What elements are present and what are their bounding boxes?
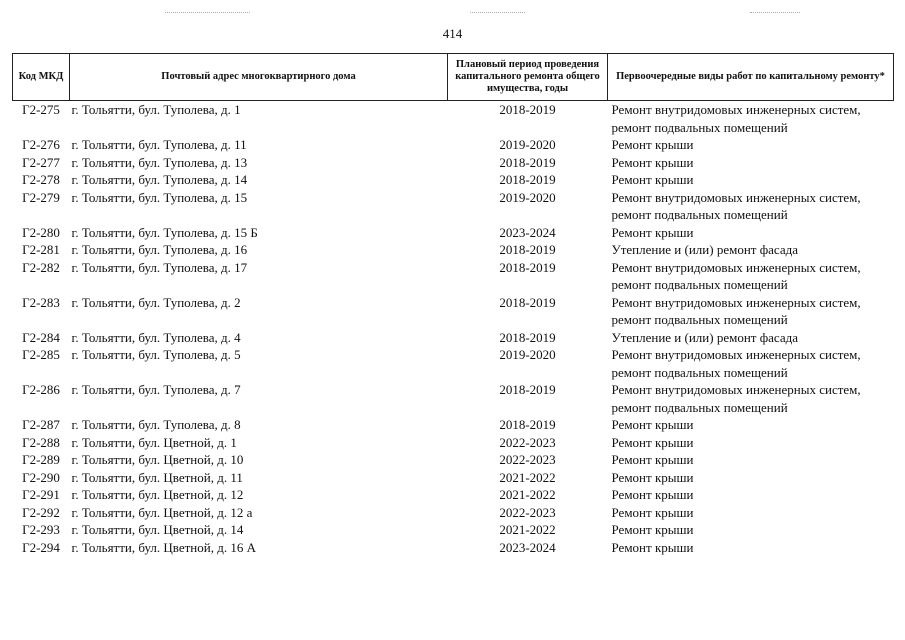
cell-works: Ремонт крыши [611, 539, 694, 555]
cell-code: Г2-291 [22, 487, 60, 502]
cell-code: Г2-286 [22, 382, 60, 397]
cell-address: г. Тольятти, бул. Туполева, д. 7 [71, 382, 241, 397]
cell-period: 2018-2019 [499, 329, 556, 345]
cell-address: г. Тольятти, бул. Туполева, д. 14 [71, 172, 248, 187]
cell-code: Г2-277 [22, 154, 60, 170]
cell-works: Ремонт внутридомовых инженерных систем, ремонт подвальных помещений [611, 102, 861, 135]
cell-works: Ремонт внутридомовых инженерных систем, ремонт подвальных помещений [611, 382, 861, 415]
cell-code: Г2-292 [22, 504, 60, 520]
cell-code: Г2-280 [22, 224, 60, 240]
cell-period: 2023-2024 [499, 539, 556, 555]
cell-period: 2019-2020 [499, 137, 556, 152]
cell-code: Г2-288 [22, 434, 60, 450]
table-row [13, 259, 894, 294]
table-header-row [13, 54, 894, 101]
cell-period: 2023-2024 [499, 224, 556, 240]
cell-address: г. Тольятти, бул. Туполева, д. 4 [71, 329, 241, 345]
capital-repair-table [12, 53, 894, 556]
cell-works: Ремонт крыши [611, 434, 694, 450]
table-row [13, 241, 894, 259]
cell-address: г. Тольятти, бул. Цветной, д. 16 А [71, 539, 256, 555]
cell-code: Г2-289 [22, 452, 60, 467]
table-row [13, 171, 894, 189]
cell-works: Ремонт крыши [611, 522, 694, 537]
cell-address: г. Тольятти, бул. Цветной, д. 11 [71, 469, 243, 485]
table-row [13, 451, 894, 469]
table-row [13, 154, 894, 172]
cell-code: Г2-276 [22, 137, 60, 152]
cell-code: Г2-285 [22, 347, 60, 362]
table-row [13, 416, 894, 434]
scan-artifact [470, 12, 525, 14]
cell-period: 2021-2022 [499, 469, 556, 485]
table-row [13, 101, 894, 137]
cell-period: 2018-2019 [499, 294, 556, 310]
cell-code: Г2-281 [22, 242, 60, 257]
cell-address: г. Тольятти, бул. Туполева, д. 15 Б [71, 224, 258, 240]
cell-address: г. Тольятти, бул. Цветной, д. 12 [71, 487, 244, 502]
table-row [13, 486, 894, 504]
cell-works: Утепление и (или) ремонт фасада [611, 242, 798, 257]
cell-code: Г2-293 [22, 522, 60, 537]
cell-period: 2018-2019 [499, 417, 556, 432]
cell-works: Ремонт крыши [611, 452, 694, 467]
table-row [13, 329, 894, 347]
cell-period: 2021-2022 [499, 487, 556, 502]
cell-address: г. Тольятти, бул. Туполева, д. 5 [71, 347, 241, 362]
cell-address: г. Тольятти, бул. Туполева, д. 17 [71, 259, 248, 275]
cell-works: Ремонт крыши [611, 137, 694, 152]
cell-address: г. Тольятти, бул. Туполева, д. 2 [71, 294, 241, 310]
cell-code: Г2-290 [22, 469, 60, 485]
cell-address: г. Тольятти, бул. Туполева, д. 16 [71, 242, 248, 257]
cell-works: Ремонт внутридомовых инженерных систем, ремонт подвальных помещений [611, 294, 861, 327]
table-body [13, 101, 894, 557]
cell-period: 2018-2019 [499, 102, 556, 117]
cell-code: Г2-284 [22, 329, 60, 345]
table-row [13, 189, 894, 224]
cell-works: Ремонт внутридомовых инженерных систем, ремонт подвальных помещений [611, 259, 861, 292]
table-row [13, 346, 894, 381]
table-row [13, 504, 894, 522]
cell-address: г. Тольятти, бул. Туполева, д. 15 [71, 189, 248, 205]
cell-address: г. Тольятти, бул. Туполева, д. 13 [71, 154, 248, 170]
table-row [13, 521, 894, 539]
cell-works: Утепление и (или) ремонт фасада [611, 329, 798, 345]
table-row [13, 539, 894, 557]
cell-address: г. Тольятти, бул. Туполева, д. 11 [71, 137, 247, 152]
cell-code: Г2-287 [22, 417, 60, 432]
cell-period: 2018-2019 [499, 154, 556, 170]
cell-works: Ремонт крыши [611, 154, 694, 170]
cell-works: Ремонт крыши [611, 172, 694, 187]
cell-period: 2018-2019 [499, 242, 556, 257]
cell-address: г. Тольятти, бул. Цветной, д. 14 [71, 522, 244, 537]
cell-works: Ремонт внутридомовых инженерных систем, ремонт подвальных помещений [611, 189, 861, 222]
table-row [13, 224, 894, 242]
cell-period: 2018-2019 [499, 259, 556, 275]
cell-works: Ремонт крыши [611, 487, 694, 502]
cell-address: г. Тольятти, бул. Цветной, д. 10 [71, 452, 244, 467]
cell-works: Ремонт крыши [611, 417, 694, 432]
header-works: Первоочередные виды работ по капитальному ремонту* [608, 54, 894, 101]
cell-works: Ремонт крыши [611, 224, 694, 240]
cell-code: Г2-294 [22, 539, 60, 555]
cell-code: Г2-279 [22, 189, 60, 205]
scan-artifact [165, 12, 250, 14]
cell-period: 2018-2019 [499, 382, 556, 397]
cell-address: г. Тольятти, бул. Цветной, д. 12 а [71, 504, 253, 520]
cell-period: 2022-2023 [499, 434, 556, 450]
scan-artifact [750, 12, 800, 14]
header-code: Код МКД [13, 54, 70, 101]
cell-period: 2021-2022 [499, 522, 556, 537]
cell-code: Г2-278 [22, 172, 60, 187]
cell-works: Ремонт внутридомовых инженерных систем, ремонт подвальных помещений [611, 347, 861, 380]
table-row [13, 136, 894, 154]
cell-period: 2022-2023 [499, 452, 556, 467]
table-row [13, 469, 894, 487]
cell-address: г. Тольятти, бул. Цветной, д. 1 [71, 434, 237, 450]
table-row [13, 294, 894, 329]
cell-period: 2019-2020 [499, 347, 556, 362]
cell-code: Г2-275 [22, 102, 60, 117]
header-period: Плановый период проведения капитального ремонта общего имущества, годы [448, 54, 608, 101]
cell-period: 2022-2023 [499, 504, 556, 520]
cell-works: Ремонт крыши [611, 469, 694, 485]
cell-code: Г2-282 [22, 259, 60, 275]
page-number: 414 [442, 26, 463, 41]
cell-code: Г2-283 [22, 294, 60, 310]
table-row [13, 434, 894, 452]
cell-address: г. Тольятти, бул. Туполева, д. 8 [71, 417, 241, 432]
cell-period: 2019-2020 [499, 189, 556, 205]
cell-address: г. Тольятти, бул. Туполева, д. 1 [71, 102, 241, 117]
cell-period: 2018-2019 [499, 172, 556, 187]
cell-works: Ремонт крыши [611, 504, 694, 520]
table-row [13, 381, 894, 416]
header-address: Почтовый адрес многоквартирного дома [70, 54, 448, 101]
